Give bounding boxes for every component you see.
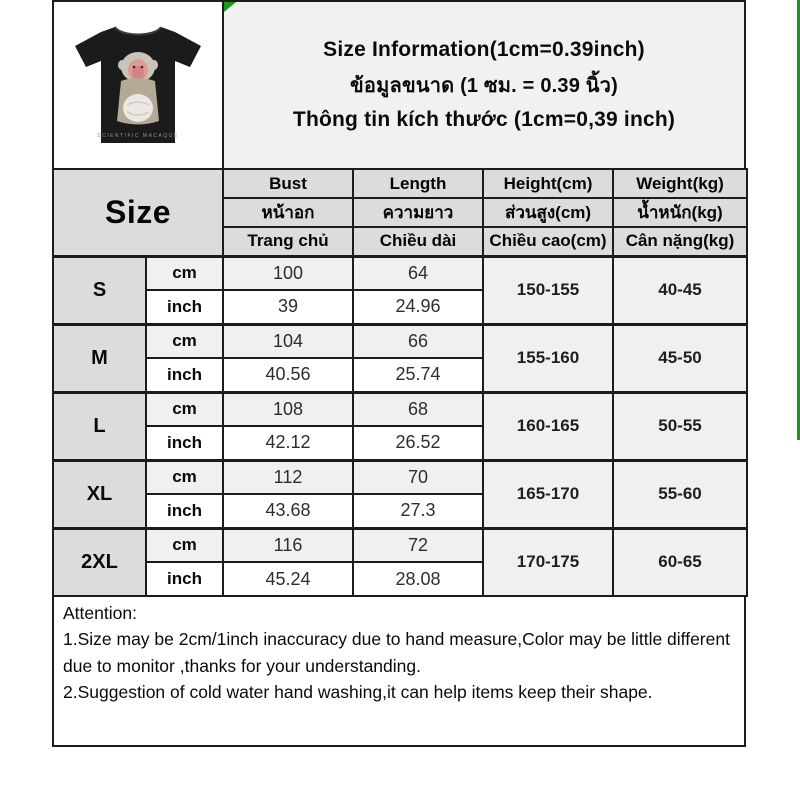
top-row [52, 0, 746, 170]
attention-heading: Attention: [63, 603, 137, 623]
weight-header-th: น้ำหนัก(kg) [613, 198, 747, 227]
title-thai: ข้อมูลขนาด (1 ซม. = 0.39 นิ้ว) [350, 75, 618, 97]
length-value-inch: 24.96 [353, 290, 483, 324]
bust-value-inch: 43.68 [223, 494, 353, 528]
unit-label-cm: cm [146, 460, 223, 494]
length-value-cm: 72 [353, 528, 483, 562]
product-photo-cell [54, 2, 224, 168]
title-cell [224, 2, 744, 168]
size-cell: 2XL [53, 528, 146, 596]
size-cell: XL [53, 460, 146, 528]
length-value-inch: 28.08 [353, 562, 483, 596]
attention-line-2: 2.Suggestion of cold water hand washing,it can help items keep their shape. [63, 681, 653, 702]
bust-value-inch: 39 [223, 290, 353, 324]
weight-range: 40-45 [613, 256, 747, 324]
monkey-eye-left [133, 66, 136, 69]
bust-value-cm: 112 [223, 460, 353, 494]
bust-value-inch: 40.56 [223, 358, 353, 392]
unit-label-cm: cm [146, 324, 223, 358]
bust-header-th: หน้าอก [223, 198, 353, 227]
size-cell: S [53, 256, 146, 324]
title-english: Size Information(1cm=0.39inch) [323, 38, 645, 61]
unit-label-cm: cm [146, 256, 223, 290]
bust-value-cm: 108 [223, 392, 353, 426]
height-range: 165-170 [483, 460, 613, 528]
bust-value-inch: 45.24 [223, 562, 353, 596]
bust-header-en: Bust [223, 169, 353, 198]
size-chart-sheet [52, 0, 746, 747]
shirt-caption-text: SCIENTIFIC MACAQUE [97, 133, 179, 139]
length-header-th: ความยาว [353, 198, 483, 227]
unit-label-inch: inch [146, 426, 223, 460]
attention-line-1: 1.Size may be 2cm/1inch inaccuracy due to hand measure,Color may be little different due to monitor ,thanks for your understanding. [63, 629, 730, 676]
tshirt-product-image [63, 15, 213, 155]
monkey-bundle [123, 94, 153, 122]
unit-label-inch: inch [146, 562, 223, 596]
attention-box [52, 595, 746, 747]
height-range: 155-160 [483, 324, 613, 392]
height-range: 150-155 [483, 256, 613, 324]
weight-range: 45-50 [613, 324, 747, 392]
weight-range: 50-55 [613, 392, 747, 460]
weight-header-en: Weight(kg) [613, 169, 747, 198]
height-range: 170-175 [483, 528, 613, 596]
bust-header-vi: Trang chủ [223, 227, 353, 256]
size-cell: L [53, 392, 146, 460]
bust-value-cm: 104 [223, 324, 353, 358]
height-header-vi: Chiều cao(cm) [483, 227, 613, 256]
weight-range: 60-65 [613, 528, 747, 596]
length-value-cm: 64 [353, 256, 483, 290]
length-value-cm: 68 [353, 392, 483, 426]
size-column-header: Size [53, 169, 223, 256]
length-header-vi: Chiều dài [353, 227, 483, 256]
bust-value-cm: 116 [223, 528, 353, 562]
height-range: 160-165 [483, 392, 613, 460]
bust-value-inch: 42.12 [223, 426, 353, 460]
unit-label-inch: inch [146, 290, 223, 324]
length-value-inch: 27.3 [353, 494, 483, 528]
unit-label-inch: inch [146, 494, 223, 528]
unit-label-inch: inch [146, 358, 223, 392]
unit-label-cm: cm [146, 528, 223, 562]
green-corner-marker-icon [224, 2, 236, 12]
size-table [52, 168, 748, 597]
bust-value-cm: 100 [223, 256, 353, 290]
length-value-inch: 26.52 [353, 426, 483, 460]
weight-range: 55-60 [613, 460, 747, 528]
length-header-en: Length [353, 169, 483, 198]
title-vietnamese: Thông tin kích thước (1cm=0,39 inch) [292, 108, 676, 131]
length-value-cm: 66 [353, 324, 483, 358]
unit-label-cm: cm [146, 392, 223, 426]
height-header-en: Height(cm) [483, 169, 613, 198]
height-header-th: ส่วนสูง(cm) [483, 198, 613, 227]
weight-header-vi: Cân nặng(kg) [613, 227, 747, 256]
monkey-eye-right [141, 66, 144, 69]
size-cell: M [53, 324, 146, 392]
length-value-inch: 25.74 [353, 358, 483, 392]
length-value-cm: 70 [353, 460, 483, 494]
